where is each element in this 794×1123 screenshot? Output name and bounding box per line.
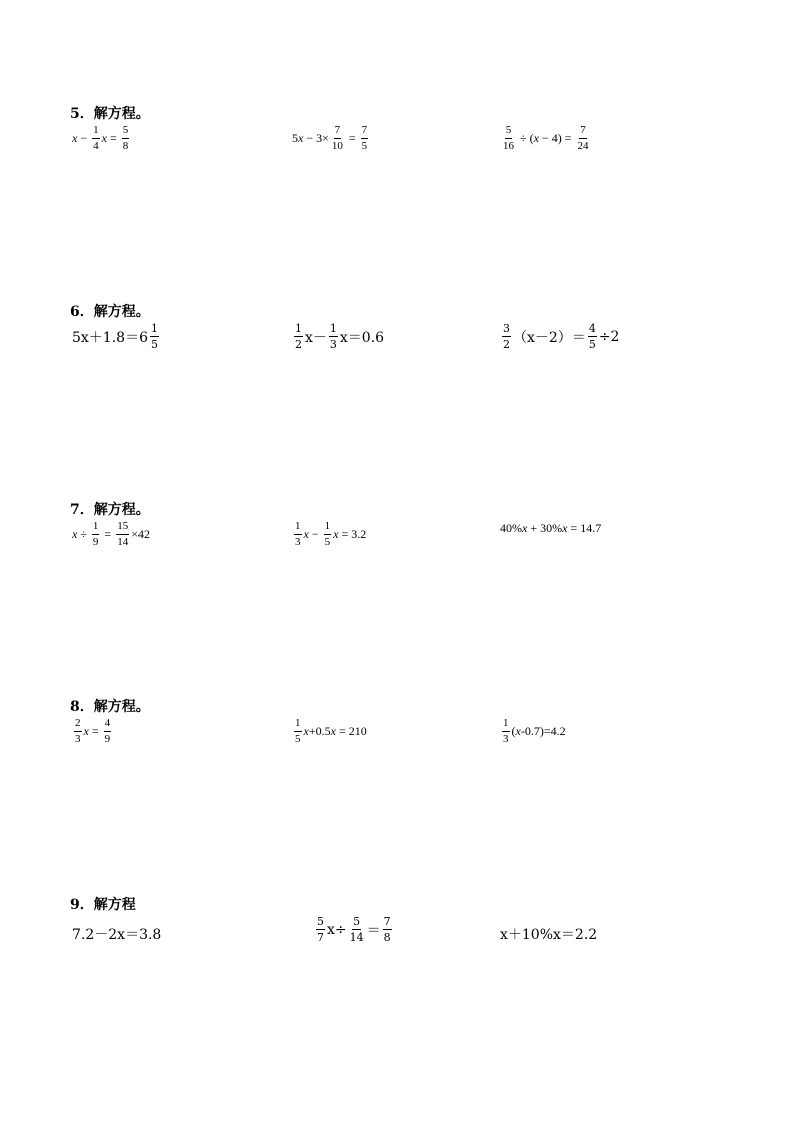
equation-text: 40% bbox=[500, 521, 522, 535]
equation-text: = bbox=[106, 131, 120, 145]
numerator: 1 bbox=[502, 718, 510, 732]
equation bbox=[292, 323, 384, 350]
problem-heading: 7．解方程。 bbox=[70, 502, 150, 518]
fraction bbox=[104, 718, 112, 745]
variable: x bbox=[515, 724, 521, 738]
fraction bbox=[316, 916, 325, 943]
equation bbox=[72, 125, 131, 152]
problem-heading: 9．解方程 bbox=[70, 897, 136, 913]
equation-text: ÷ bbox=[77, 527, 90, 541]
denominator: 4 bbox=[93, 140, 99, 152]
denominator: 3 bbox=[329, 338, 337, 351]
numerator: 4 bbox=[588, 322, 596, 335]
denominator: 3 bbox=[503, 733, 509, 745]
equation-text: -0.7)=4.2 bbox=[520, 724, 566, 738]
fraction bbox=[383, 916, 392, 943]
fraction bbox=[588, 323, 597, 350]
equation-text: = bbox=[101, 527, 115, 541]
fraction bbox=[329, 323, 338, 350]
equation-text: ÷2 bbox=[598, 328, 620, 345]
variable: x bbox=[298, 131, 304, 145]
denominator: 5 bbox=[588, 338, 596, 351]
denominator: 2 bbox=[295, 338, 302, 351]
numerator: 4 bbox=[104, 718, 112, 732]
fraction bbox=[294, 718, 302, 745]
fraction bbox=[331, 125, 344, 152]
problem-heading: 8．解方程。 bbox=[70, 699, 150, 715]
fraction bbox=[502, 323, 511, 350]
denominator: 16 bbox=[503, 140, 514, 152]
fraction bbox=[150, 323, 159, 350]
denominator: 5 bbox=[324, 536, 331, 548]
denominator: 8 bbox=[383, 931, 391, 944]
problem-9 bbox=[70, 894, 750, 984]
equation-text: ×42 bbox=[131, 527, 150, 541]
problem-heading: 5．解方程。 bbox=[70, 106, 150, 122]
fraction bbox=[294, 521, 302, 548]
equation-text: 5 bbox=[292, 131, 298, 145]
fraction bbox=[74, 718, 82, 745]
numerator: 7 bbox=[579, 125, 587, 139]
denominator: 24 bbox=[577, 140, 589, 152]
problem-heading: 6．解方程。 bbox=[70, 304, 150, 320]
numerator: 5 bbox=[122, 125, 130, 139]
equation bbox=[500, 924, 597, 944]
variable: x bbox=[83, 724, 89, 738]
equation-text: = 3.2 bbox=[338, 527, 367, 541]
fraction bbox=[92, 125, 100, 152]
numerator: 7 bbox=[334, 125, 342, 139]
equation-text: = 14.7 bbox=[567, 521, 602, 535]
fraction bbox=[116, 521, 129, 548]
denominator: 9 bbox=[92, 536, 99, 548]
numerator: 7 bbox=[361, 125, 369, 139]
equation-text: x＋10%x＝2.2 bbox=[500, 927, 598, 943]
variable: x bbox=[72, 527, 78, 541]
numerator: 3 bbox=[503, 322, 510, 335]
variable: x bbox=[303, 724, 309, 738]
equation-text: x－ bbox=[305, 329, 327, 346]
variable: x bbox=[562, 521, 568, 535]
denominator: 5 bbox=[150, 338, 158, 351]
equation bbox=[72, 521, 150, 548]
equation bbox=[72, 924, 161, 944]
problem-6 bbox=[70, 301, 750, 391]
equation-text: x＝0.6 bbox=[339, 329, 385, 346]
equation-text: 5x＋1.8＝6 bbox=[72, 329, 148, 346]
numerator: 5 bbox=[317, 915, 324, 928]
denominator: 3 bbox=[75, 733, 81, 745]
fraction bbox=[92, 521, 100, 548]
denominator: 5 bbox=[295, 733, 301, 745]
equation-text: 7.2－2x＝3.8 bbox=[72, 927, 162, 943]
numerator: 5 bbox=[505, 125, 513, 139]
equation-text: = bbox=[88, 724, 102, 738]
numerator: 7 bbox=[383, 915, 391, 928]
equation bbox=[72, 323, 161, 350]
denominator: 10 bbox=[331, 140, 343, 152]
numerator: 1 bbox=[294, 718, 302, 732]
equation bbox=[314, 916, 394, 943]
equation bbox=[292, 718, 367, 745]
equation bbox=[292, 125, 370, 152]
equation-text: + 30% bbox=[527, 521, 563, 535]
problem-7 bbox=[70, 499, 750, 589]
numerator: 15 bbox=[116, 521, 129, 535]
variable: x bbox=[533, 131, 539, 145]
denominator: 2 bbox=[503, 338, 510, 351]
equation bbox=[500, 521, 601, 536]
variable: x bbox=[303, 527, 309, 541]
fraction bbox=[349, 916, 365, 943]
equation-text: +0.5 bbox=[308, 724, 331, 738]
equation-text: （x－2）＝ bbox=[513, 329, 586, 346]
denominator: 8 bbox=[122, 140, 129, 152]
variable: x bbox=[522, 521, 528, 535]
fraction bbox=[361, 125, 369, 152]
denominator: 7 bbox=[317, 931, 324, 944]
numerator: 5 bbox=[353, 915, 361, 928]
numerator: 1 bbox=[324, 521, 332, 535]
variable: x bbox=[101, 131, 107, 145]
equation-text: = 210 bbox=[335, 724, 367, 738]
equation-text: x÷ bbox=[327, 921, 347, 938]
numerator: 1 bbox=[92, 125, 100, 139]
equation-text: ÷ ( bbox=[517, 131, 534, 145]
fraction bbox=[502, 125, 515, 152]
equation-text: ( bbox=[511, 724, 516, 738]
equation-text: − bbox=[308, 527, 322, 541]
denominator: 5 bbox=[361, 140, 368, 152]
numerator: 2 bbox=[74, 718, 82, 732]
variable: x bbox=[333, 527, 339, 541]
equation bbox=[500, 323, 619, 350]
equation bbox=[500, 125, 591, 152]
equation-text: = bbox=[345, 131, 359, 145]
numerator: 1 bbox=[294, 521, 302, 535]
equation-text: − 4) = bbox=[538, 131, 575, 145]
denominator: 3 bbox=[295, 536, 301, 548]
equation-text: ＝ bbox=[366, 922, 381, 939]
numerator: 1 bbox=[92, 521, 100, 535]
fraction bbox=[576, 125, 589, 152]
fraction bbox=[324, 521, 332, 548]
problem-8 bbox=[70, 696, 750, 786]
variable: x bbox=[72, 131, 78, 145]
fraction bbox=[122, 125, 130, 152]
fraction bbox=[294, 323, 303, 350]
equation bbox=[72, 718, 113, 745]
fraction bbox=[502, 718, 510, 745]
denominator: 14 bbox=[349, 931, 364, 944]
numerator: 1 bbox=[295, 322, 302, 335]
variable: x bbox=[330, 724, 336, 738]
equation-text: − 3× bbox=[303, 131, 329, 145]
denominator: 14 bbox=[117, 536, 129, 548]
problem-5 bbox=[70, 103, 750, 193]
numerator: 1 bbox=[329, 322, 337, 335]
equation bbox=[500, 718, 566, 745]
denominator: 9 bbox=[104, 733, 111, 745]
numerator: 1 bbox=[150, 322, 158, 335]
equation-text: − bbox=[77, 131, 91, 145]
equation bbox=[292, 521, 366, 548]
